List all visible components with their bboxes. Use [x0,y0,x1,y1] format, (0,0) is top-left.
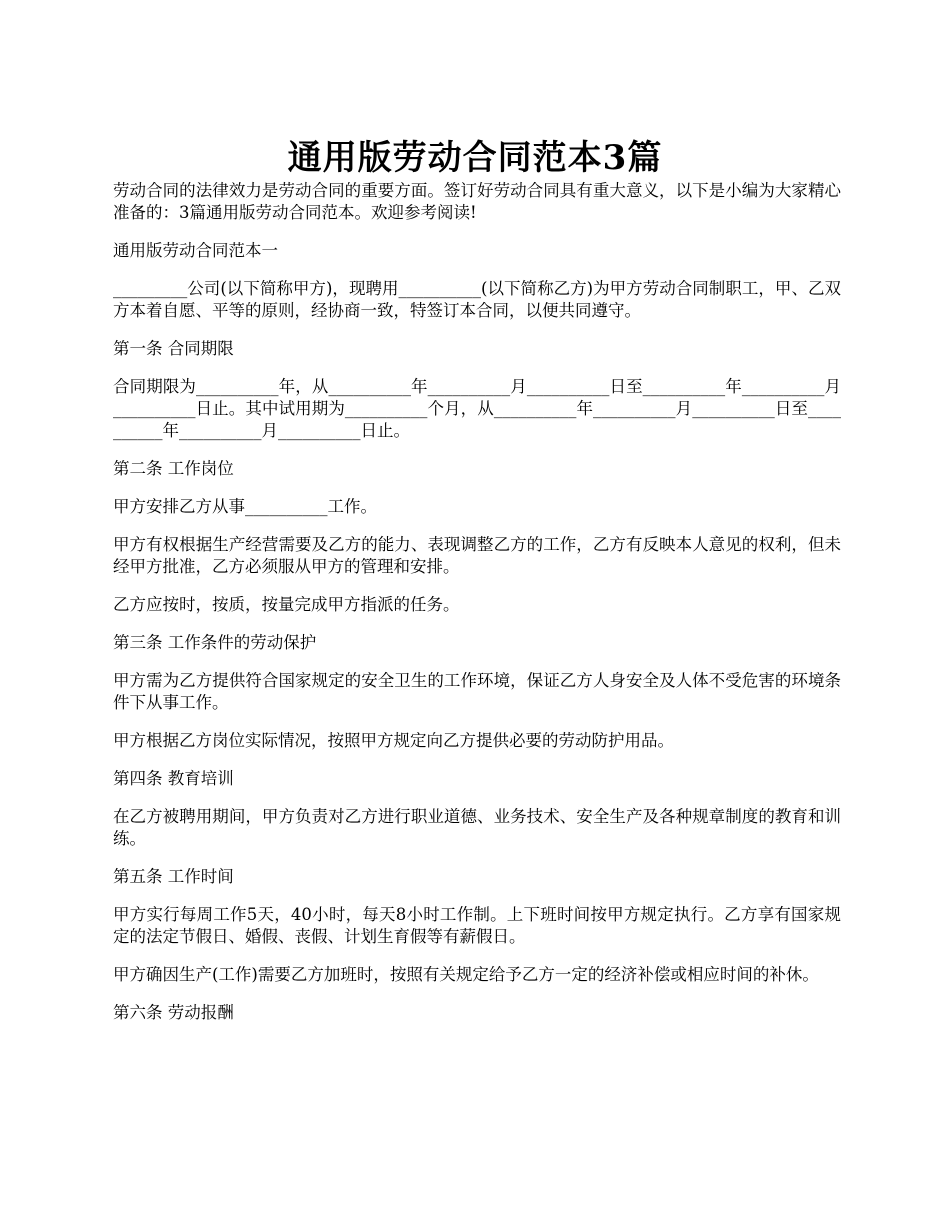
article-heading: 第四条 教育培训 [113,769,234,788]
body-paragraph: 在乙方被聘用期间，甲方负责对乙方进行职业道德、业务技术、安全生产及各种规章制度的教育和训练。 [113,807,841,848]
body-paragraph: 甲方根据乙方岗位实际情况，按照甲方规定向乙方提供必要的劳动防护用品。 [113,731,674,750]
article-heading: 第二条 工作岗位 [113,459,234,478]
article-heading: 第五条 工作时间 [113,867,234,886]
document-title: 通用版劳动合同范本3篇 [287,137,663,178]
body-paragraph: 甲方安排乙方从事__________工作。 [113,497,377,516]
intro-paragraph: 劳动合同的法律效力是劳动合同的重要方面。签订好劳动合同具有重大意义，以下是小编为大家精心准备的：3篇通用版劳动合同范本。欢迎参考阅读! [113,181,841,222]
body-paragraph: 甲方确因生产(工作)需要乙方加班时，按照有关规定给予乙方一定的经济补偿或相应时间的补休。 [113,965,819,984]
body-paragraph: 甲方实行每周工作5天，40小时，每天8小时工作制。上下班时间按甲方规定执行。乙方享有国家规定的法定节假日、婚假、丧假、计划生育假等有薪假日。 [113,905,841,946]
body-paragraph: 甲方有权根据生产经营需要及乙方的能力、表现调整乙方的工作，乙方有反映本人意见的权利，但未经甲方批准，乙方必须服从甲方的管理和安排。 [113,535,841,576]
body-paragraph: 合同期限为__________年，从__________年__________月__________日至__________年__________月__________日止。其中试用期为__________个月，从__________年__________月__________日至__________年__________月__________日止。 [113,377,841,440]
article-heading: 第三条 工作条件的劳动保护 [113,633,317,652]
body-paragraph: 乙方应按时，按质，按量完成甲方指派的任务。 [113,595,460,614]
section-heading: 通用版劳动合同范本一 [113,241,278,260]
body-paragraph: 甲方需为乙方提供符合国家规定的安全卫生的工作环境，保证乙方人身安全及人体不受危害的环境条件下从事工作。 [113,671,841,712]
document-body [113,180,841,1040]
article-heading: 第六条 劳动报酬 [113,1003,234,1022]
article-heading: 第一条 合同期限 [113,339,234,358]
body-paragraph: _________公司(以下简称甲方)，现聘用__________(以下简称乙方)为甲方劳动合同制职工，甲、乙双方本着自愿、平等的原则，经协商一致，特签订本合同，以便共同遵守。 [113,279,841,320]
